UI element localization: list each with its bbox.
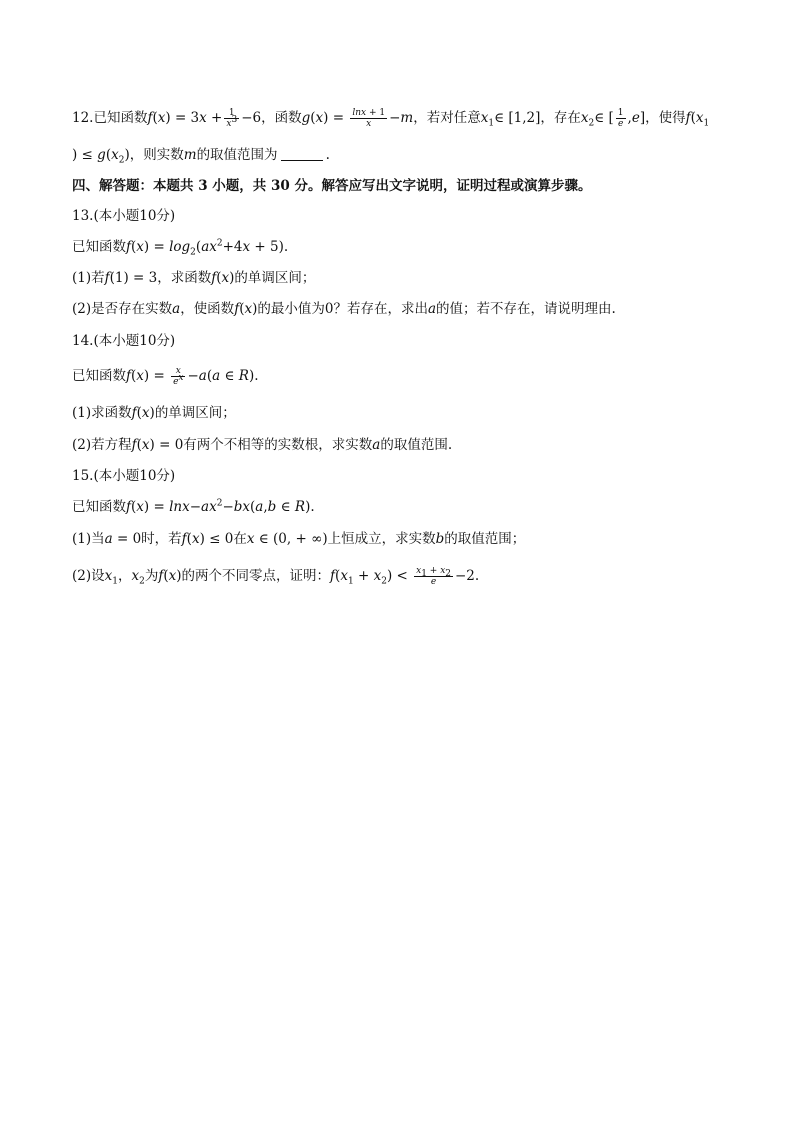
q14-number: 14.(本小题10分) xyxy=(72,333,176,349)
q15-number: 15.(本小题10分) xyxy=(72,468,176,484)
fraction: $\frac{x_1 + x_2}{e}$ xyxy=(416,566,451,587)
q13-number: 13.(本小题10分) xyxy=(72,208,176,224)
q13-part-2: (2)是否存在实数a，使函数f(x)的最小值为0？若存在，求出a的值；若不存在，请说明理由. xyxy=(72,301,616,317)
q13-stem: 已知函数$f(x) = \log_2(ax^2+4x + 5)$. xyxy=(72,238,289,258)
fraction: $\frac{\ln x + 1}{x}$ xyxy=(352,108,386,129)
q15-part-1: (1)当a = 0时，若f(x) ≤ 0在x ∈ (0, + ∞)上恒成立，求实数b的取值范围； xyxy=(72,531,526,547)
q15-part-2: (2)设$x_1$，$x_2$为f(x)的两个不同零点，证明：$f(x_1 + x_2)$ < $\frac{x_1 + x_2}{e}$ −2. xyxy=(72,566,480,587)
fraction: $\frac{1}{x^3}$ xyxy=(226,108,238,129)
fraction: $\frac{1}{e}$ xyxy=(617,108,624,129)
section-heading: 四、解答题：本题共 3 小题，共 30 分。解答应写出文字说明，证明过程或演算步骤。 xyxy=(72,178,592,194)
q12-line-2: ) ≤ $g(x_2)$，则实数m的取值范围为 . xyxy=(72,147,330,166)
q14-part-2: (2)若方程f(x) = 0有两个不相等的实数根，求实数a的取值范围. xyxy=(72,437,453,453)
q14-part-1: (1)求函数f(x)的单调区间； xyxy=(72,405,236,421)
fraction: $\frac{x}{e^x}$ xyxy=(173,366,184,387)
answer-blank xyxy=(281,160,323,161)
q12-number: 12. xyxy=(72,110,94,126)
q13-part-1: (1)若f(1) = 3，求函数f(x)的单调区间； xyxy=(72,270,316,286)
q15-stem: 已知函数$f(x) = \ln x-ax^2-bx(a,b$ ∈ R). xyxy=(72,498,315,515)
q12-line-1: 12.已知函数f(x) = 3x + $\frac{1}{x^3}$ −6，函数g(x) = $\frac{\ln x + 1}{x}$ −m，若对任意$x_1\in$ [1,2]，存在$x_2\in$ [ $\frac{1}{e}$ ,e]，使得$f(x_1$ xyxy=(72,108,710,129)
q14-stem: 已知函数f(x) = $\frac{x}{e^x}$ −a(a ∈ R). xyxy=(72,366,259,387)
